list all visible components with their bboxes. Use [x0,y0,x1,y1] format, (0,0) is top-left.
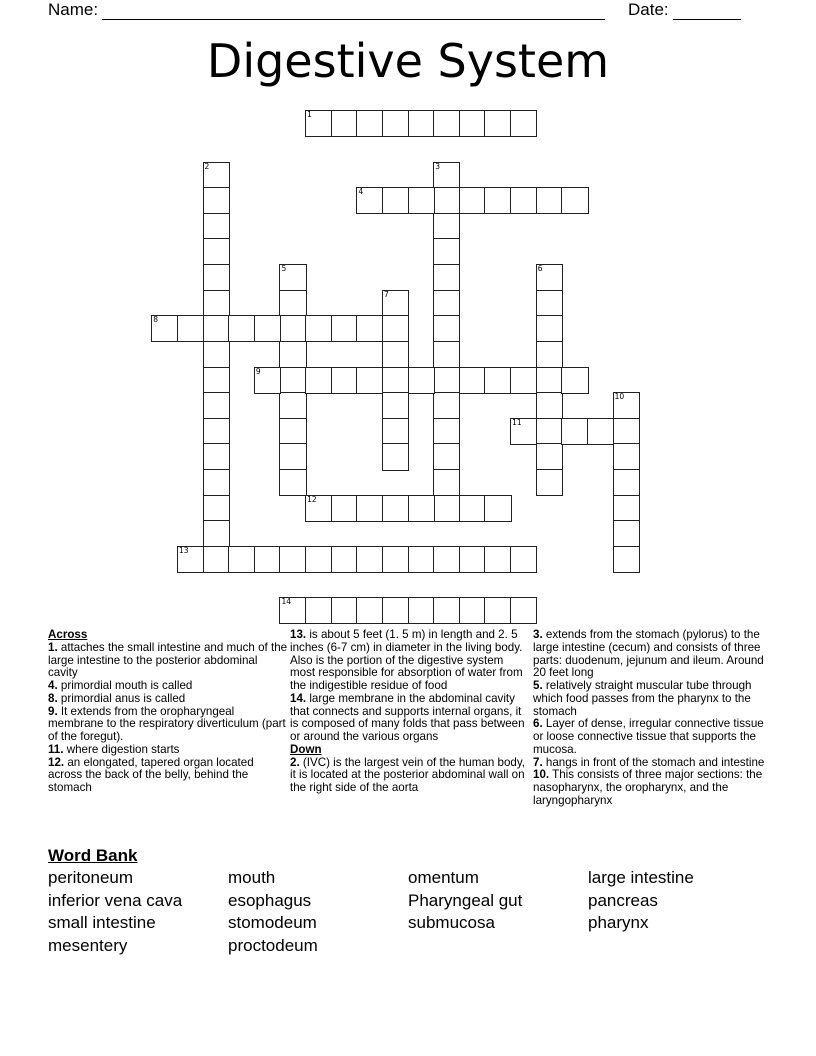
clue-number: 2 [204,161,210,171]
grid-cell[interactable] [356,597,383,624]
grid-cell[interactable] [561,418,588,445]
grid-cell[interactable] [433,597,460,624]
clue-num: 14. [290,691,307,705]
grid-cell[interactable] [433,418,460,445]
grid-cell[interactable] [433,213,460,240]
clues-column-3 [533,629,773,808]
word-bank-column [588,867,694,935]
grid-cell[interactable] [459,546,486,573]
clue-number: 10 [614,392,625,402]
grid-cell[interactable] [613,418,640,445]
word-bank-word: peritoneum [48,868,134,887]
word-bank-word: mesentery [48,935,128,955]
grid-cell[interactable] [382,341,409,368]
grid-cell[interactable] [331,315,358,342]
grid-cell[interactable] [279,418,306,445]
grid-cell[interactable] [484,367,511,394]
clue-num: 9. [48,704,58,718]
grid-cell[interactable] [203,341,230,368]
word-bank-title: Word Bank [48,846,138,865]
grid-cell[interactable] [177,546,204,573]
clue-across [290,693,530,744]
grid-cell[interactable] [587,418,614,445]
grid-cell[interactable] [382,495,409,522]
grid-cell[interactable] [382,110,409,137]
across-heading: Across [48,628,88,641]
grid-cell[interactable] [356,546,383,573]
clue-text: where digestion starts [63,742,180,756]
grid-cell[interactable] [356,367,383,394]
grid-cell[interactable] [305,597,332,624]
grid-cell[interactable] [382,597,409,624]
grid-cell[interactable] [408,495,435,522]
grid-cell[interactable] [279,290,306,317]
grid-cell[interactable] [203,187,230,214]
grid-cell[interactable] [382,418,409,445]
grid-cell[interactable] [536,443,563,470]
clue-num: 1. [48,640,58,654]
grid-cell[interactable] [536,367,563,394]
grid-cell[interactable] [254,546,281,573]
grid-cell[interactable] [356,187,383,214]
clue-num: 8. [48,691,58,705]
grid-cell[interactable] [484,187,511,214]
grid-cell[interactable] [408,367,435,394]
grid-cell[interactable] [382,187,409,214]
grid-cell[interactable] [203,264,230,291]
grid-cell[interactable] [228,546,255,573]
clues-column-2 [290,629,530,795]
clue-num: 5. [533,679,543,692]
word-bank-column [48,867,182,957]
grid-cell[interactable] [433,162,460,189]
clue-text: (IVC) is the largest vein of the human body, it is located at the posterior abdominal wall on the right side of the aorta [290,755,526,794]
grid-cell[interactable] [331,495,358,522]
grid-cell[interactable] [203,290,230,317]
grid-cell[interactable] [613,495,640,522]
clue-number: 1 [307,110,312,120]
grid-cell[interactable] [305,546,332,573]
grid-cell[interactable] [203,495,230,522]
grid-cell[interactable] [382,546,409,573]
clue-number: 9 [255,366,261,376]
grid-cell[interactable] [305,315,332,342]
grid-cell[interactable] [459,367,486,394]
grid-cell[interactable] [254,367,281,394]
grid-cell[interactable] [433,469,460,496]
grid-cell[interactable] [433,110,460,137]
clue-text: large membrane in the abdominal cavity that connects and supports internal organs, it is composed of many folds that pass between or around the various organs [290,691,525,743]
page-title: Digestive System [206,34,610,88]
clue-num: 11. [48,742,64,756]
clue-num: 13. [290,628,307,641]
grid-cell[interactable] [203,469,230,496]
clue-number: 7 [383,289,389,299]
grid-cell[interactable] [228,315,255,342]
grid-cell[interactable] [484,546,511,573]
grid-cell[interactable] [203,520,230,547]
clue-text: hangs in front of the stomach and intestine [542,755,765,769]
grid-cell[interactable] [331,546,358,573]
word-bank-word: pharynx [588,913,649,932]
grid-cell[interactable] [177,315,204,342]
grid-cell[interactable] [459,495,486,522]
clue-number: 4 [358,187,364,197]
clue-text: primordial mouth is called [57,679,193,692]
grid-cell[interactable] [561,187,588,214]
clue-number: 12 [307,494,317,504]
grid-cell[interactable] [279,367,306,394]
grid-cell[interactable] [408,546,435,573]
grid-cell[interactable] [536,392,563,419]
grid-cell[interactable] [279,341,306,368]
clue-across [48,757,288,795]
word-bank-word: Pharyngeal gut [408,890,523,910]
word-bank-word: submucosa [408,913,495,932]
clues-column-1 [48,629,288,795]
clue-down [533,769,773,807]
word-bank-word: stomodeum [228,913,317,932]
grid-cell[interactable] [151,315,178,342]
grid-cell[interactable] [331,597,358,624]
word-bank-word: inferior vena cava [48,890,183,910]
clue-number: 8 [153,315,159,325]
grid-cell[interactable] [433,367,460,394]
grid-cell[interactable] [356,315,383,342]
grid-cell[interactable] [510,110,537,137]
grid-cell[interactable] [203,546,230,573]
clue-text: relatively straight muscular tube through which food passes from the pharynx to the stomach [533,679,752,718]
grid-cell[interactable] [203,418,230,445]
grid-cell[interactable] [279,392,306,419]
clue-number: 3 [435,161,440,171]
grid-cell[interactable] [203,213,230,240]
clue-text: It extends from the oropharyngeal membrane to the respiratory diverticulum (part of the foregut). [48,704,286,743]
word-bank-word: omentum [408,868,479,887]
grid-cell[interactable] [536,341,563,368]
grid-cell[interactable] [561,367,588,394]
grid-cell[interactable] [305,495,332,522]
grid-cell[interactable] [536,418,563,445]
down-heading: Down [290,742,322,756]
grid-cell[interactable] [510,418,537,445]
grid-cell[interactable] [382,392,409,419]
grid-cell[interactable] [279,546,306,573]
clue-down [290,757,530,795]
clue-number: 13 [178,546,189,555]
grid-cell[interactable] [279,315,306,342]
grid-cell[interactable] [203,315,230,342]
grid-cell[interactable] [279,469,306,496]
grid-cell[interactable] [408,187,435,214]
clue-num: 2. [290,755,300,769]
grid-cell[interactable] [254,315,281,342]
clue-text: Layer of dense, irregular connective tissue or loose connective tissue that supports the mucosa. [533,717,764,756]
grid-cell[interactable] [433,443,460,470]
grid-cell[interactable] [279,443,306,470]
word-bank-column [408,867,522,935]
clue-text: an elongated, tapered organ located across the back of the belly, behind the stomach [48,755,254,794]
grid-cell[interactable] [433,238,460,265]
grid-cell[interactable] [510,367,537,394]
clue-text: primordial anus is called [57,691,186,705]
word-bank-word: pancreas [588,890,658,910]
word-bank-word: small intestine [48,913,156,932]
clue-num: 3. [533,628,543,641]
grid-cell[interactable] [203,443,230,470]
grid-cell[interactable] [433,546,460,573]
grid-cell[interactable] [536,290,563,317]
grid-cell[interactable] [331,367,358,394]
clue-number: 11 [512,417,522,427]
clue-across [48,706,288,744]
clue-across [48,642,288,680]
grid-cell[interactable] [433,290,460,317]
grid-cell[interactable] [433,187,460,214]
clue-across [290,629,530,693]
clue-num: 4. [48,679,58,692]
grid-cell[interactable] [433,392,460,419]
grid-cell[interactable] [433,315,460,342]
clue-text: is about 5 feet (1. 5 m) in length and 2. 5 inches (6-7 cm) in diameter in the living body. Also is the portion of the digestive system most responsible for absorption of water from the indigestible residue of food [290,628,523,692]
grid-cell[interactable] [356,110,383,137]
grid-cell[interactable] [356,495,383,522]
clue-number: 6 [537,264,543,274]
grid-cell[interactable] [536,315,563,342]
grid-cell[interactable] [536,264,563,291]
date-label: Date: [628,0,669,19]
name-label: Name: [48,0,99,19]
clue-num: 10. [533,768,550,782]
grid-cell[interactable] [510,187,537,214]
grid-cell[interactable] [433,341,460,368]
word-bank-word: esophagus [228,890,312,910]
grid-cell[interactable] [203,238,230,265]
clue-text: This consists of three major sections: the nasopharynx, the oropharynx, and the laryngopharynx [533,768,763,807]
grid-cell[interactable] [203,367,230,394]
clue-number: 5 [281,264,287,274]
grid-cell[interactable] [536,469,563,496]
grid-cell[interactable] [613,520,640,547]
word-bank-word: mouth [228,868,276,887]
grid-cell[interactable] [536,187,563,214]
grid-cell[interactable] [484,597,511,624]
grid-cell[interactable] [613,443,640,470]
grid-cell[interactable] [305,110,332,137]
grid-cell[interactable] [382,367,409,394]
grid-cell[interactable] [382,443,409,470]
clue-down [533,680,773,718]
grid-cell[interactable] [613,546,640,573]
grid-cell[interactable] [510,597,537,624]
grid-cell[interactable] [203,392,230,419]
grid-cell[interactable] [279,597,306,624]
grid-cell[interactable] [382,315,409,342]
grid-cell[interactable] [382,290,409,317]
grid-cell[interactable] [510,546,537,573]
grid-cell[interactable] [408,597,435,624]
clue-down [533,629,773,680]
grid-cell[interactable] [305,367,332,394]
clue-text: attaches the small intestine and much of the large intestine to the posterior abdominal cavity [48,640,288,680]
grid-cell[interactable] [408,110,435,137]
clue-num: 6. [533,717,543,731]
word-bank-column [228,867,318,957]
grid-cell[interactable] [459,110,486,137]
word-bank-word: proctodeum [228,935,318,955]
clue-down [533,718,773,756]
grid-cell[interactable] [459,597,486,624]
clue-num: 7. [533,755,543,769]
word-bank-word: large intestine [588,868,694,887]
grid-cell[interactable] [613,469,640,496]
grid-cell[interactable] [433,264,460,291]
grid-cell[interactable] [331,110,358,137]
grid-cell[interactable] [484,110,511,137]
grid-cell[interactable] [203,162,230,189]
grid-cell[interactable] [433,495,460,522]
grid-cell[interactable] [279,264,306,291]
clue-text: extends from the stomach (pylorus) to the large intestine (cecum) and consists of three parts: duodenum, jejunum and ileum. Around 20 feet long [533,628,764,680]
grid-cell[interactable] [484,495,511,522]
grid-cell[interactable] [459,187,486,214]
grid-cell[interactable] [613,392,640,419]
clue-number: 14 [281,597,291,607]
clue-num: 12. [48,755,65,769]
